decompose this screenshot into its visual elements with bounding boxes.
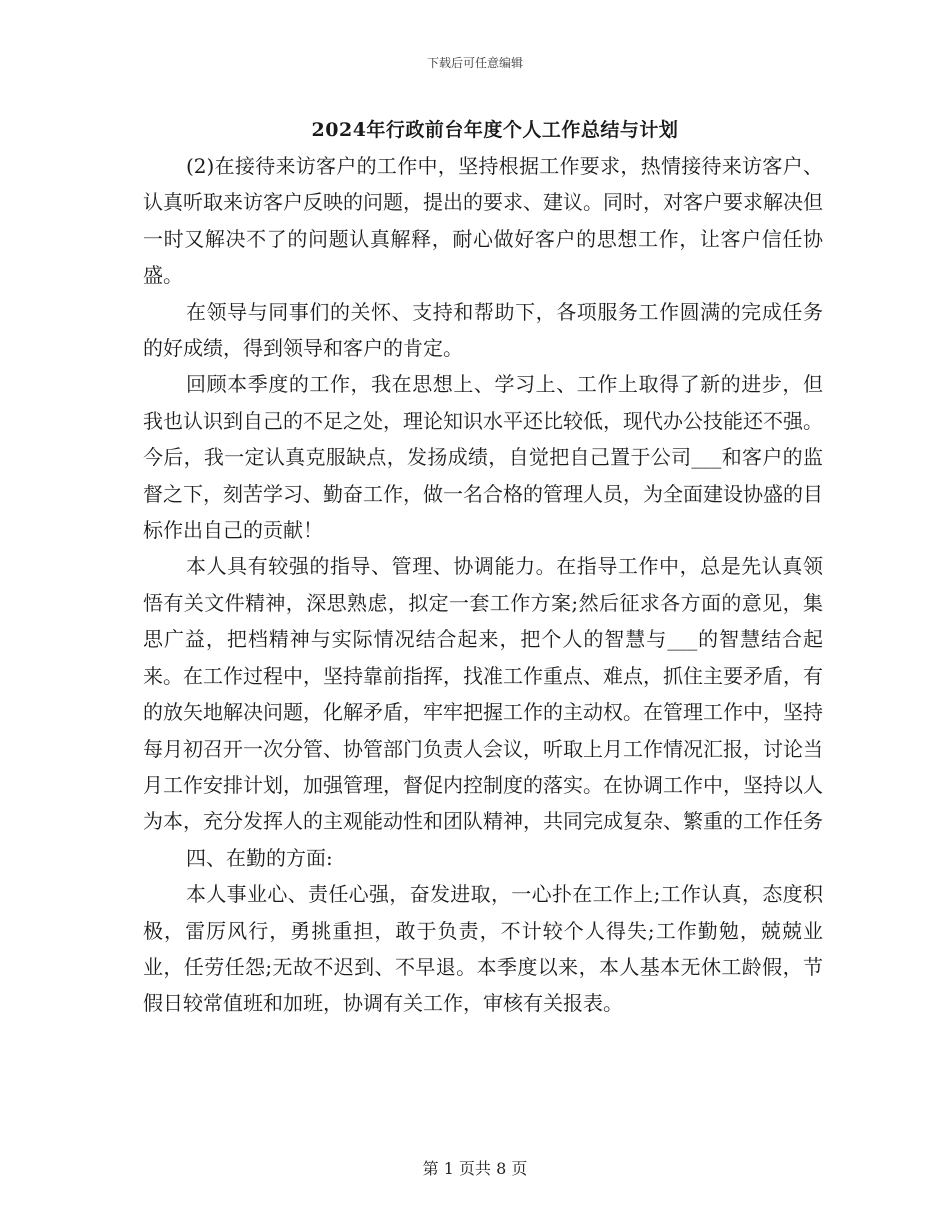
paragraph-diligence: 本人事业心、责任心强，奋发进取，一心扑在工作上;工作认真，态度积极，雷厉风行，勇挑重担，敢于负责，不计较个人得失;工作勤勉，兢兢业业，任劳任怨;无故不迟到、不早退。本季度以来，本人基本无休工龄假，节假日较常值班和加班，协调有关工作，审核有关报表。 [143,882,823,1016]
section-heading-diligence: 四、在勤的方面: [186,845,333,870]
page-footer: 第 1 页共 8 页 [422,1159,528,1178]
document-body [143,148,823,1022]
paragraph-achievement: 在领导与同事们的关怀、支持和帮助下，各项服务工作圆满的完成任务的好成绩，得到领导和客户的肯定。 [143,299,823,361]
document-title: 2024年行政前台年度个人工作总结与计划 [311,119,679,141]
paragraph-ability: 本人具有较强的指导、管理、协调能力。在指导工作中，总是先认真领悟有关文件精神，深思熟虑，拟定一套工作方案;然后征求各方面的意见，集思广益，把档精神与实际情况结合起来，把个人的智慧与___的智慧结合起来。在工作过程中，坚持靠前指挥，找准工作重点、难点，抓住主要矛盾，有的放矢地解决问题，化解矛盾，牢牢把握工作的主动权。在管理工作中，坚持每月初召开一次分管、协管部门负责人会议，听取上月工作情况汇报，讨论当月工作安排计划，加强管理，督促内控制度的落实。在协调工作中，坚持以人为本，充分发挥人的主观能动性和团队精神，共同完成复杂、繁重的工作任务 [143,554,823,834]
header-note: 下载后可任意编辑 [426,56,523,70]
paragraph-review: 回顾本季度的工作，我在思想上、学习上、工作上取得了新的进步，但我也认识到自己的不足之处，理论知识水平还比较低，现代办公技能还不强。今后，我一定认真克服缺点，发扬成绩，自觉把自己置于公司___和客户的监督之下，刻苦学习、勤奋工作，做一名合格的管理人员，为全面建设协盛的目标作出自己的贡献！ [143,372,823,543]
paragraph-reception: (2)在接待来访客户的工作中，坚持根据工作要求，热情接待来访客户、认真听取来访客户反映的问题，提出的要求、建议。同时，对客户要求解决但一时又解决不了的问题认真解释，耐心做好客户的思想工作，让客户信任协盛。 [143,154,823,288]
